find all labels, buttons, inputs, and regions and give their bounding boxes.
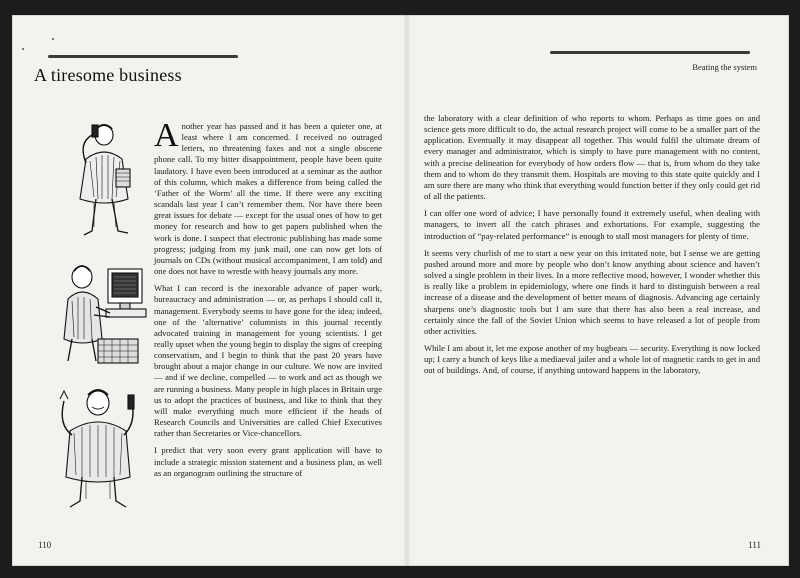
drop-cap: A bbox=[154, 117, 179, 154]
paragraph: It seems very churlish of me to start a new year on this irritated note, but I sense we are getting pushed around more and more by people who don’t know anything about science and haven’t solved a single problem in their lives. In a more reflective mood, however, I wonder whether this is really like a problem in epidemiology, where one finds it hard to distinguish between a real increase of a disease and the development of better means of diagnosis. Advancing age certainly sharpens one’s diagnostic tools but I am sure that there has also been a real increase, and certainly since the fall of the Soviet Union which seems to have released a lot of people from other activities. bbox=[424, 247, 760, 336]
paragraph: I predict that very soon every grant application will have to include a strategic mission statement and a business plan, as well as an organogram outlining the structure of bbox=[154, 445, 382, 478]
paragraph: What I can record is the inexorable advance of paper work, bureaucracy and administration — or, as perhaps I should call it, management. Everybody seems to have gone for the idea; indeed, one of the ‘alternative’ columnists in this journal recently advocated training in management for young scientists. I get really upset when the young begin to display the signs of creeping conservatism, and I begin to think that the past 20 years have brought about a major change in our culture. We now are invited — and if we decline, compelled — to work and act as though we are running a business. Many people in high places in Britain urge us to adopt the practices of business, and like to think that they will make everything much more efficient if the heads of Research Councils and Universities are called Chief Executives rather than Secretaries or Vice-chancellors. bbox=[154, 283, 383, 439]
book-spread bbox=[12, 15, 789, 566]
man-at-computer-illustration bbox=[58, 255, 148, 367]
left-header-rule bbox=[48, 55, 238, 58]
book-gutter bbox=[404, 15, 410, 566]
paragraph: I can offer one word of advice; I have personally found it extremely useful, when dealing with managers, to invert all the catch phrases and exhortations. For example, suggesting the introduction of “pay-related performance” is enough to stall most managers for plenty of time. bbox=[424, 208, 760, 241]
right-page-number: 111 bbox=[748, 540, 761, 550]
article-title: A tiresome business bbox=[34, 65, 182, 85]
paragraph bbox=[154, 117, 382, 277]
man-on-phone-illustration bbox=[70, 119, 146, 243]
left-text-column bbox=[154, 117, 383, 485]
paragraph: While I am about it, let me expose another of my bugbears — security. Everything is now locked up; I carry a bunch of keys like a mediaeval jailer and a whole lot of magnetic cards to get in and out of buildings. And, of course, if anything untoward happens in the laboratory, bbox=[424, 342, 760, 376]
paragraph-text: nother year has passed and it has been a quieter one, at least where I am concerned. I received no outraged letters, no threatening faxes and not a single obscene phone call. To my bitter disappointment, people have been quite laudatory. I have even been introduced at a seminar as the author of this column, which makes a difference from being called the ‘Father of the Worm’ all the time. If there were any exciting scandals last year I can’t remember them. Nor have there been great issues for debate — except for the usual ones of how to get money for research and how to get papers published when the work is done. I suspect that electronic publishing has made some progress; judging from my junk mail, one can now get lots of journals on CDs (without musical accompaniment, I am told) and one does not have to wrestle with heavy journals any more. bbox=[154, 121, 382, 277]
left-page-number: 110 bbox=[38, 540, 52, 550]
print-mark bbox=[52, 38, 54, 40]
right-header-rule bbox=[550, 51, 750, 54]
print-mark bbox=[22, 48, 24, 50]
paragraph: the laboratory with a clear definition of who reports to whom. Perhaps as time goes on and science gets more difficult to do, the actual research project will come to be a smaller part of the application. Eventually it may disappear all together. This would fulfil the ultimate dream of every manager and administrator, which is simply to have pure management with no content, with a precise delineation for everybody of how orders flow — that is, from whom do they take them and to whom do they transmit them. Hospitals are moving to this state quite quickly and I am sure there are many who think that everything would function better if they only could get rid of all the patients. bbox=[424, 113, 760, 202]
man-gesturing-on-phone-illustration bbox=[52, 385, 144, 517]
right-text-column bbox=[424, 113, 760, 382]
running-head: Beating the system bbox=[692, 62, 757, 72]
